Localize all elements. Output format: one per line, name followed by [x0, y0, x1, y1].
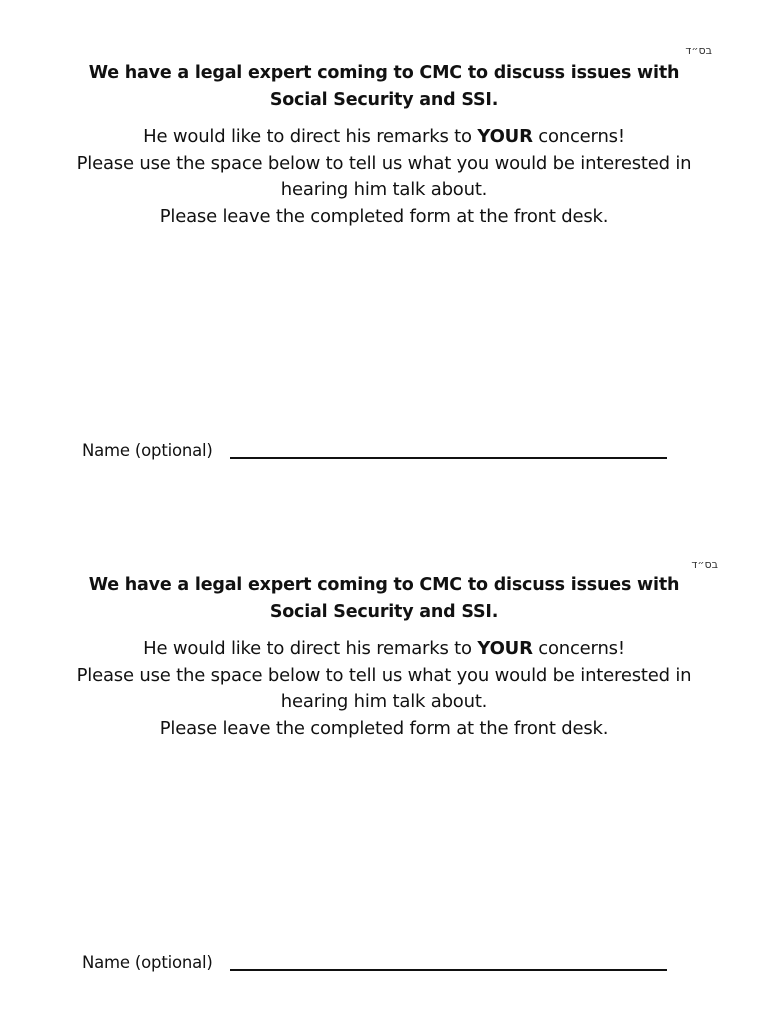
- form-heading: [84, 60, 684, 114]
- name-input-line[interactable]: [230, 457, 667, 459]
- name-field-row: [82, 440, 682, 464]
- emphasis-text: YOUR: [477, 126, 533, 147]
- name-label: Name (optional): [82, 953, 213, 972]
- instruction-line: Please leave the completed form at the front desk.: [159, 717, 609, 739]
- emphasis-text: YOUR: [477, 638, 533, 659]
- instruction-text: concerns!: [532, 126, 625, 147]
- instruction-line: Please leave the completed form at the front desk.: [159, 205, 609, 227]
- instruction-text: He would like to direct his remarks to: [143, 638, 478, 659]
- heading-line: We have a legal expert coming to CMC to discuss issues with: [88, 575, 680, 595]
- form-instructions: [64, 124, 704, 230]
- heading-line: Social Security and SSI.: [269, 602, 499, 622]
- instruction-line: hearing him talk about.: [280, 691, 488, 712]
- name-label: Name (optional): [82, 441, 213, 460]
- instruction-line: [64, 124, 704, 151]
- heading-line: Social Security and SSI.: [269, 90, 499, 110]
- instruction-line: Please use the space below to tell us what you would be interested in: [76, 152, 692, 174]
- instruction-line: Please use the space below to tell us what you would be interested in: [76, 664, 692, 686]
- form-heading: [84, 572, 684, 626]
- form-instructions: [64, 636, 704, 742]
- heading-line: We have a legal expert coming to CMC to discuss issues with: [88, 63, 680, 83]
- hebrew-mark: בס״ד: [685, 44, 712, 57]
- instruction-text: concerns!: [532, 638, 625, 659]
- instruction-line: hearing him talk about.: [280, 179, 488, 200]
- name-field-row: [82, 952, 682, 976]
- hebrew-mark: בס״ד: [691, 558, 718, 571]
- instruction-line: [64, 636, 704, 663]
- instruction-text: He would like to direct his remarks to: [143, 126, 478, 147]
- feedback-form-bottom: [0, 512, 768, 1024]
- name-input-line[interactable]: [230, 969, 667, 971]
